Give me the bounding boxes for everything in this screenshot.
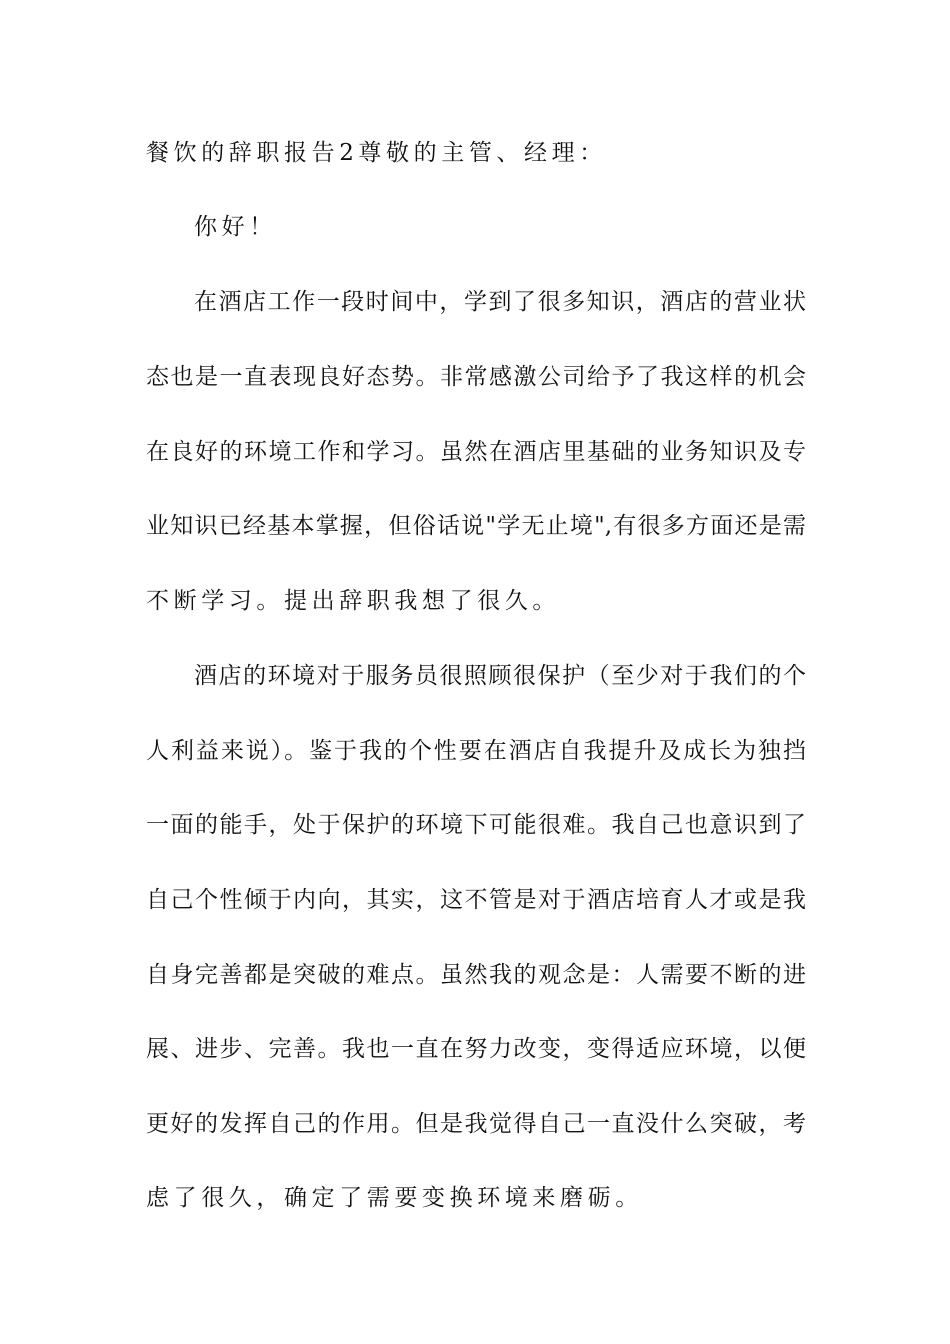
- document-line: 更好的发挥自己的作用。但是我觉得自己一直没什么突破，考: [146, 1111, 806, 1137]
- document-line: 一面的能手，处于保护的环境下可能很难。我自己也意识到了: [146, 812, 806, 838]
- document-line: 自己个性倾于内向，其实，这不管是对于酒店培育人才或是我: [146, 887, 806, 913]
- document-line: 酒店的环境对于服务员很照顾很保护（至少对于我们的个: [194, 663, 806, 689]
- document-line: 在良好的环境工作和学习。虽然在酒店里基础的业务知识及专: [146, 439, 806, 465]
- document-line: 自身完善都是突破的难点。虽然我的观念是：人需要不断的进: [146, 962, 806, 988]
- document-line-heading: 餐饮的辞职报告2尊敬的主管、经理：: [146, 140, 607, 166]
- document-line: 不断学习。提出辞职我想了很久。: [146, 588, 560, 614]
- document-line-greeting: 你好！: [194, 214, 277, 240]
- document-line: 人利益来说）。鉴于我的个性要在酒店自我提升及成长为独挡: [146, 738, 806, 764]
- document-line: 业知识已经基本掌握，但俗话说"学无止境",有很多方面还是需: [146, 513, 806, 539]
- document-line: 在酒店工作一段时间中，学到了很多知识，酒店的营业状: [194, 289, 806, 315]
- document-line: 展、进步、完善。我也一直在努力改变，变得适应环境，以便: [146, 1036, 806, 1062]
- document-line: 虑了很久，确定了需要变换环境来磨砺。: [146, 1185, 643, 1211]
- document-line: 态也是一直表现良好态势。非常感激公司给予了我这样的机会: [146, 364, 806, 390]
